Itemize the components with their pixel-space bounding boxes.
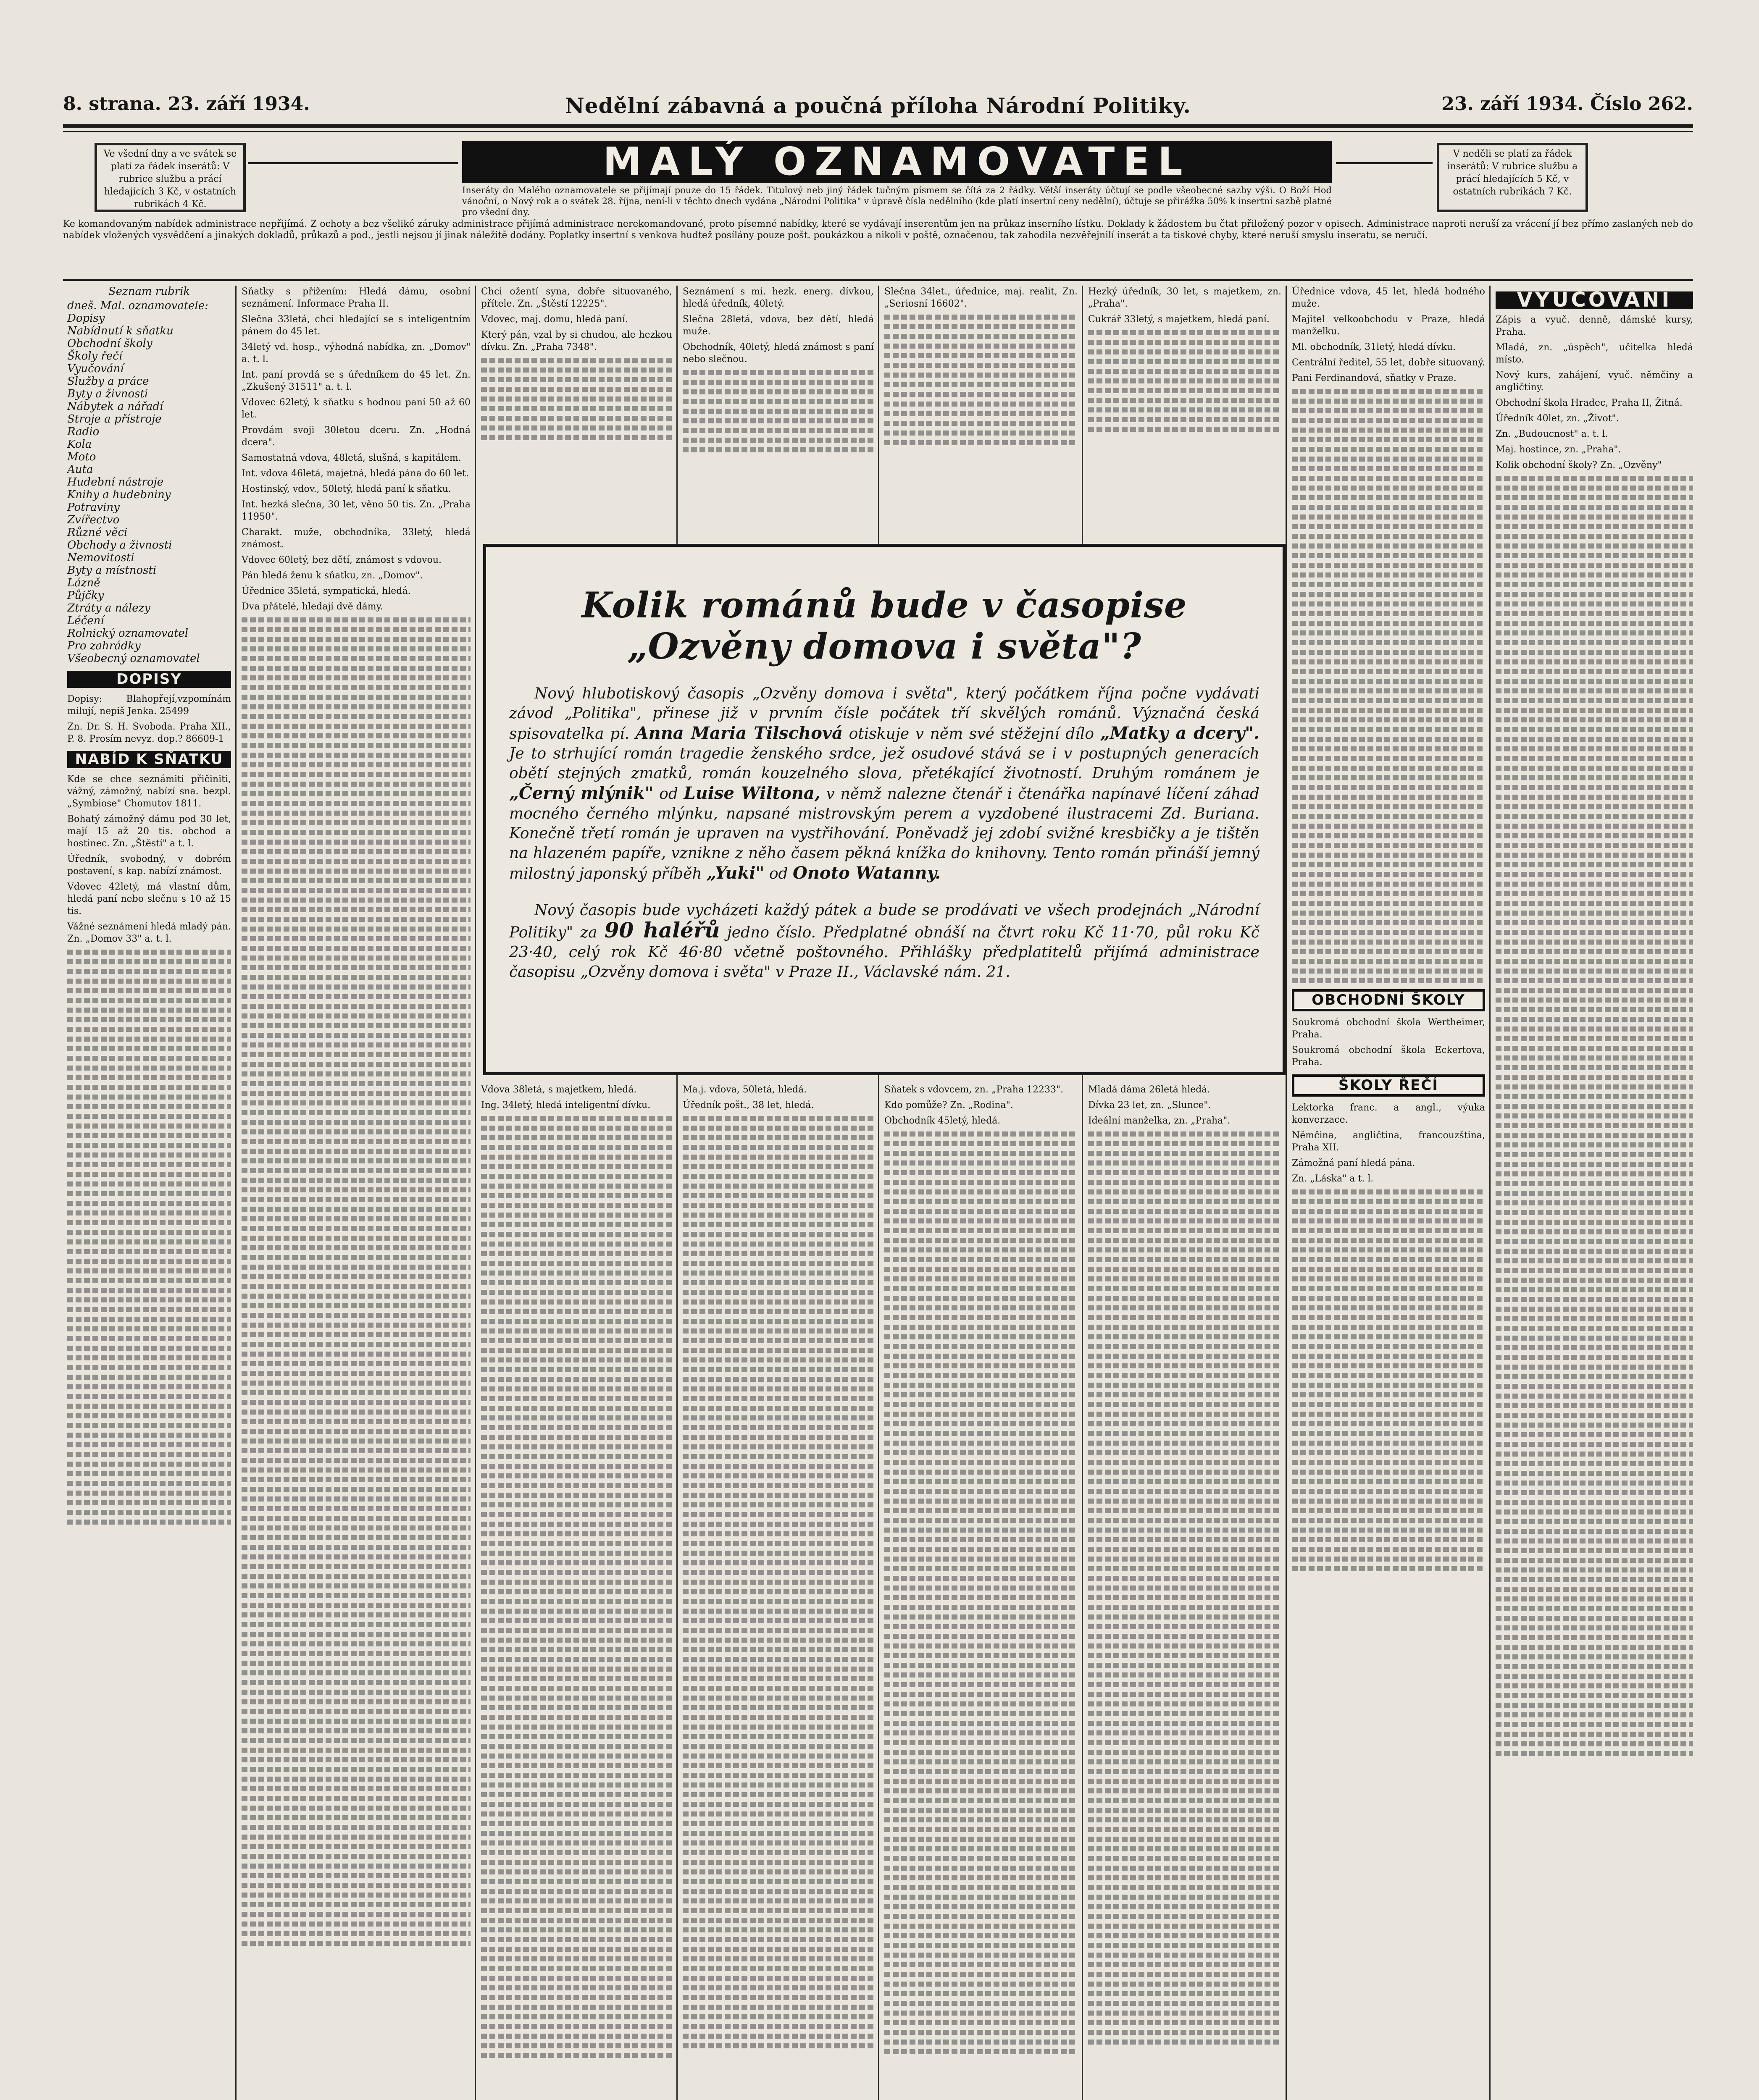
body-text: jedno číslo. Předplatné obnáší na čtvrt roku Kč 11·70, půl roku Kč 23·40, celý rok Kč 46·80 včetně poštovného. Přihlášky předplatitelů přijímá administrace časopisu „Ozvěny domova i světa" v Praze II., Václavské nám. 21. [509, 924, 1260, 981]
ad-text-filler [884, 1131, 1078, 2054]
classified-ad: Provdám svoji 30letou dceru. Zn. „Hodná dcera". [242, 425, 471, 448]
body-text: Nový časopis bude vycházeti každý pátek a bude se prodávati ve všech prodejnách „Národní Politiky" za [509, 902, 1259, 941]
classified-ad: Vdovec 60letý, bez dětí, známost s vdovou. [242, 555, 442, 565]
page-number: 8. strana. 23. září 1934. [63, 93, 310, 115]
banner-subtext: Inseráty do Malého oznamovatele se přijímají pouze do 15 řádek. Titulový neb jiný řádek tučným písmem se čítá za 2 řádky. Větší inseráty účtují se podle všeobecné sazby výši. O Boží Hod vánoční, o Nový rok a o svátek 28. října, není-li v těchto dnech vydána „Národní Politika" v úpravě čísla nedělního (kde platí insertní ceny nedělní), účtuje se přirážka 50% k insertní sazbě platné pro všední dny. [462, 185, 1332, 217]
novel-title: „Černý mlýnik" [509, 783, 654, 803]
column-4-bottom [683, 1084, 874, 2100]
column-6-bottom [1088, 1084, 1281, 2100]
issue-number: 23. září 1934. Číslo 262. [1441, 93, 1693, 115]
classified-ad: Vážné seznámení hledá mladý pán. Zn. „Domov 33" a. t. l. [67, 921, 231, 944]
toc-item: Hudební nástroje [67, 476, 163, 488]
head-rule [63, 124, 1693, 128]
notice-rule [63, 279, 1693, 281]
column-6-top [1088, 286, 1281, 533]
classified-ad: Maj. hostince, zn. „Praha". [1496, 444, 1621, 455]
classified-ad: Ideální manželka, zn. „Praha". [1088, 1116, 1231, 1126]
column-2 [242, 286, 471, 2100]
toc-item: Nábytek a nářadí [67, 400, 163, 413]
body-text: Nový hlubotiskový časopis „Ozvěny domova i světa", který počátkem října počne vydávati závod „Politika", přinese již v prvním čísle počátek tří skvělých románů. Význačná česká spisovatelka pí. [509, 685, 1259, 743]
section-banner: MALÝ OZNAMOVATEL [462, 141, 1332, 183]
ad-text-filler [67, 950, 231, 1525]
ad-text-filler [1088, 1131, 1281, 2045]
toc-item: Auta [67, 463, 93, 476]
section-nabidky: NABÍD K SŇATKU [67, 751, 231, 768]
toc-title: Seznam rubrik [108, 286, 190, 298]
classified-ad: Zn. „Budoucnost" a. t. l. [1496, 429, 1608, 439]
classified-ad: Bohatý zámožný dámu pod 30 let, mají 15 až 20 tis. obchod a hostinec. Zn. „Štěstí" a t. l. [67, 814, 231, 849]
classified-ad: Hostinský, vdov., 50letý, hledá paní k sňatku. [242, 484, 451, 494]
column-5-bottom [884, 1084, 1078, 2100]
headline-line-2: „Ozvěny domova i světa"? [627, 625, 1141, 667]
publication-title: Nedělní zábavná a poučná příloha Národní Politiky. [565, 93, 1191, 118]
classified-ad: Chci ožentí syna, dobře situovaného, přítele. Zn. „Štěstí 12225". [481, 286, 672, 309]
classified-ad: Seznámení s mi. hezk. energ. dívkou, hledá úředník, 40letý. [683, 286, 874, 309]
toc-list [67, 299, 231, 665]
classified-ad: Charakt. muže, obchodníka, 33letý, hledá známost. [242, 527, 471, 550]
classified-ad: Který pán, vzal by si chudou, ale hezkou dívku. Zn. „Praha 7348". [481, 330, 672, 352]
classified-ad: Hezký úředník, 30 let, s majetkem, zn. „Praha". [1088, 286, 1281, 309]
toc-item: Služby a práce [67, 375, 149, 388]
classified-ad: Vdova 38letá, s majetkem, hledá. [481, 1084, 637, 1095]
classified-ad: Int. paní provdá se s úředníkem do 45 let. Zn. „Zkušený 31511" a. t. l. [242, 370, 471, 392]
toc-item: Knihy a hudebniny [67, 488, 171, 501]
toc-item: Obchodní školy [67, 337, 152, 350]
column-1 [67, 286, 231, 2100]
classified-ad: Dopisy: Blahopřejí,vzpomínám milují, nepiš Jenka. 25499 [67, 694, 231, 717]
classified-ad: Soukromá obchodní škola Wertheimer, Praha. [1292, 1017, 1485, 1040]
section-vyucovani: VYUČOVÁNÍ [1496, 291, 1693, 309]
toc-item: Stroje a přístroje [67, 413, 162, 425]
section-dopisy: DOPISY [67, 671, 231, 688]
classified-ad: Majitel velkoobchodu v Praze, hledá manželku. [1292, 314, 1485, 337]
ad-text-filler [683, 370, 874, 452]
head-rule-thin [63, 131, 1693, 132]
classified-ad: Centrální ředitel, 55 let, dobře situovaný. [1292, 357, 1485, 368]
body-text: od [659, 785, 678, 803]
novel-title: „Yuki" [707, 863, 765, 883]
classified-ad: Samostatná vdova, 48letá, slušná, s kapitálem. [242, 453, 461, 463]
classified-ad: Úřednice vdova, 45 let, hledá hodného muže. [1292, 286, 1485, 309]
column-7 [1292, 286, 1485, 2100]
author-name: Anna Maria Tilschová [635, 723, 843, 743]
classified-ad: Ing. 34letý, hledá inteligentní dívku. [481, 1100, 651, 1110]
administration-notice: Ke komandovaným nabídek administrace nepřijímá. Z ochoty a bez všeliké záruky administrace přijímá administrace nerekomandované, proto písemné nabídky, které se vydávají inserentům jen na průkaz inserního lístku. Doklady k žádostem bu čtat přiložený pozor v opisech. Administrace naproti neruší za vrácení jí bez přímo zaslaných neb do nabídek vložených vysvědčení a jinakých dokladů, průkazů a pod., jestli nejsou jí jinak náležitě dodány. Poplatky insertní s venkova hudtež posílány pouze pošt. poukázkou a nikoli v poště, označenou, tak zahodila nezvěřejnilí inserát a ta tiskové chyby, které neruší smyslu inseratu, se neručí. [63, 219, 1693, 241]
announcement-body-2 [509, 900, 1259, 982]
weekday-price-box: Ve všední dny a ve svátek se platí za řádek inserátů: V rubrice službu a prácí hledajících 3 Kč, v ostatních rubrikách 4 Kč. [95, 143, 246, 212]
toc-item: Byty a živnosti [67, 388, 148, 400]
toc-item: dneš. Mal. oznamovatele: [67, 299, 209, 312]
classified-ad: Zámožná paní hledá pána. [1292, 1158, 1415, 1168]
toc-item: Půjčky [67, 589, 104, 602]
classified-ad: Kde se chce seznámiti přičiniti, vážný, zámožný, nabízí sna. bezpl. „Symbiose" Chomutov 1811. [67, 774, 231, 809]
toc-item: Vyučování [67, 362, 124, 375]
column-rule [1286, 286, 1287, 2100]
classified-ad: Vdovec, maj. domu, hledá paní. [481, 314, 628, 325]
classified-ad: Pani Ferdinandová, sňatky v Praze. [1292, 373, 1457, 383]
classified-ad: Nový kurs, zahájení, vyuč. němčiny a angličtiny. [1496, 370, 1693, 393]
classified-ad: Ml. obchodník, 31letý, hledá dívku. [1292, 342, 1456, 352]
classified-ad: Pán hledá ženu k sňatku, zn. „Domov". [242, 570, 423, 581]
classified-ad: Mladá dáma 26letá hledá. [1088, 1084, 1210, 1095]
body-text: Je to strhující román tragedie ženského srdce, jež osudové stává se i v postupných generacích obětí stejných zmatků, román kouzelného slova, přetékající životností. Druhým románem je [509, 745, 1259, 782]
column-8 [1496, 286, 1693, 2100]
toc-item: Nabídnutí k sňatku [67, 325, 174, 337]
announcement-box [483, 544, 1286, 1075]
classified-ad: Zn. „Láska" a t. l. [1292, 1173, 1374, 1184]
classified-ad: Sňatek s vdovcem, zn. „Praha 12233". [884, 1084, 1064, 1095]
headline-line-1: Kolik románů bude v časopise [581, 584, 1187, 626]
body-text: od [769, 865, 788, 882]
classified-ad: Úředník, svobodný, v dobrém postavení, s kap. nabízí známost. [67, 854, 231, 877]
toc-item: Lázně [67, 577, 100, 589]
classified-ad: Úředník 40let, zn. „Život". [1496, 413, 1619, 424]
announcement-headline [509, 585, 1259, 667]
classified-ad: Cukrář 33letý, s majetkem, hledá paní. [1088, 314, 1270, 325]
classified-ad: Vdovec 62letý, k sňatku s hodnou paní 50 až 60 let. [242, 397, 471, 420]
section-obchodni-skoly: OBCHODNÍ ŠKOLY [1292, 989, 1485, 1011]
toc-item: Radio [67, 425, 100, 438]
column-rule [475, 286, 476, 2100]
column-3-bottom [481, 1084, 672, 2100]
toc-item: Byty a místnosti [67, 564, 157, 577]
toc-item: Školy řečí [67, 350, 123, 362]
classified-ad: Zápis a vyuč. denně, dámské kursy, Praha. [1496, 315, 1693, 337]
toc-item: Léčení [67, 614, 104, 627]
ad-text-filler [1496, 476, 1693, 1756]
classified-ad: Slečna 34let., úřednice, maj. realit, Zn. „Seriosní 16602". [884, 286, 1078, 309]
classified-ad: Slečna 33letá, chci hledající se s inteligentním pánem do 45 let. [242, 314, 471, 337]
section-skoly-reci: ŠKOLY ŘEČÍ [1292, 1074, 1485, 1097]
ad-text-filler [481, 1116, 672, 2058]
classified-ad: Kdo pomůže? Zn. „Rodina". [884, 1100, 1013, 1110]
banner-rule-right [1336, 162, 1433, 164]
announcement-body [509, 684, 1259, 884]
classified-ad: Soukromá obchodní škola Eckertova, Praha. [1292, 1045, 1485, 1068]
toc-item: Dopisy [67, 312, 105, 325]
ad-text-filler [481, 358, 672, 440]
classified-ad: Obchodní škola Hradec, Praha II, Žitná. [1496, 398, 1683, 408]
column-rule [1489, 286, 1491, 2100]
sunday-price-box: V neděli se platí za řádek inserátů: V rubrice službu a prácí hledajících 5 Kč, v ostatních rubrikách 7 Kč. [1437, 143, 1588, 212]
classified-ad: Kolik obchodní školy? Zn. „Ozvěny" [1496, 460, 1662, 470]
classified-ad: Slečna 28letá, vdova, bez dětí, hledá muže. [683, 314, 874, 337]
price: 90 haléřů [604, 918, 720, 942]
classified-ad: Int. hezká slečna, 30 let, věno 50 tis. Zn. „Praha 11950". [242, 499, 471, 522]
toc-item: Obchody a živnosti [67, 539, 172, 551]
classified-ad: Obchodník, 40letý, hledá známost s paní nebo slečnou. [683, 342, 874, 365]
toc-item: Všeobecný oznamovatel [67, 652, 200, 665]
classified-ad: Obchodník 45letý, hledá. [884, 1116, 1001, 1126]
column-rule [235, 286, 237, 2100]
ad-text-filler [242, 617, 471, 1946]
classified-ad: Úřednice 35letá, sympatická, hledá. [242, 586, 411, 596]
novel-title: „Matky a dcery". [1100, 723, 1259, 743]
classified-ad: Němčina, angličtina, francouzština, Praha XII. [1292, 1130, 1485, 1153]
classified-ad: Mladá, zn. „úspěch", učitelka hledá místo. [1496, 342, 1693, 365]
ad-text-filler [1292, 1189, 1485, 1571]
classified-ad: Dívka 23 let, zn. „Slunce". [1088, 1100, 1211, 1110]
body-text: v němž nalezne čtenář i čtenářka napínavé líčení záhad mocného černého mlýnku, napsané mistrovským perem a vyzdobené ilustracemi Zd. Buriana. Konečně třetí román je upraven na vystřihování. Poněvadž jej zdobí svižné kresbičky a je tištěn na hlazeném papíře, vznikne z něho časem pěkná knížka do knihovny. Tento román přináší jemný milostný japonský příběh [509, 785, 1259, 882]
classified-ad: Úředník pošt., 38 let, hledá. [683, 1100, 814, 1110]
ad-text-filler [884, 315, 1078, 445]
classified-ad: Sňatky s přižením: Hledá dámu, osobní seznámení. Informace Praha II. [242, 286, 471, 309]
banner-rule-left [248, 162, 458, 164]
classified-ad: Lektorka franc. a angl., výuka konverzace. [1292, 1102, 1485, 1125]
toc-item: Zvířectvo [67, 514, 120, 526]
toc-item: Kola [67, 438, 92, 451]
toc-item: Různé věci [67, 526, 128, 539]
column-3-top [481, 286, 672, 533]
toc-item: Rolnický oznamovatel [67, 627, 189, 640]
classified-ad: Int. vdova 46letá, majetná, hledá pána do 60 let. [242, 468, 469, 479]
running-head [63, 93, 1693, 122]
body-text: otiskuje v něm své stěžejní dílo [849, 725, 1094, 743]
classified-ad: Dva přátelé, hledají dvě dámy. [242, 601, 384, 612]
classified-ad: Ma.j. vdova, 50letá, hledá. [683, 1084, 807, 1095]
column-4-top [683, 286, 874, 533]
ad-text-filler [683, 1116, 874, 2048]
toc-item: Nemovitosti [67, 551, 134, 564]
toc-item: Potraviny [67, 501, 120, 514]
author-name: Onoto Watanny. [792, 863, 941, 883]
toc-item: Pro zahrádky [67, 640, 141, 652]
ad-text-filler [1088, 330, 1281, 432]
classified-ad: Vdovec 42letý, má vlastní dům, hledá paní nebo slečnu s 10 až 15 tis. [67, 882, 231, 916]
author-name: Luise Wiltona, [684, 783, 820, 803]
ad-text-filler [1292, 389, 1485, 983]
classified-ad: 34letý vd. hosp., výhodná nabídka, zn. „Domov" a. t. l. [242, 342, 471, 365]
column-5-top [884, 286, 1078, 533]
toc-item: Moto [67, 451, 96, 463]
classified-ad: Zn. Dr. S. H. Svoboda. Praha XII., P. 8. Prosím nevyz. dop.? 86609-1 [67, 722, 231, 744]
toc-item: Ztráty a nálezy [67, 602, 150, 614]
